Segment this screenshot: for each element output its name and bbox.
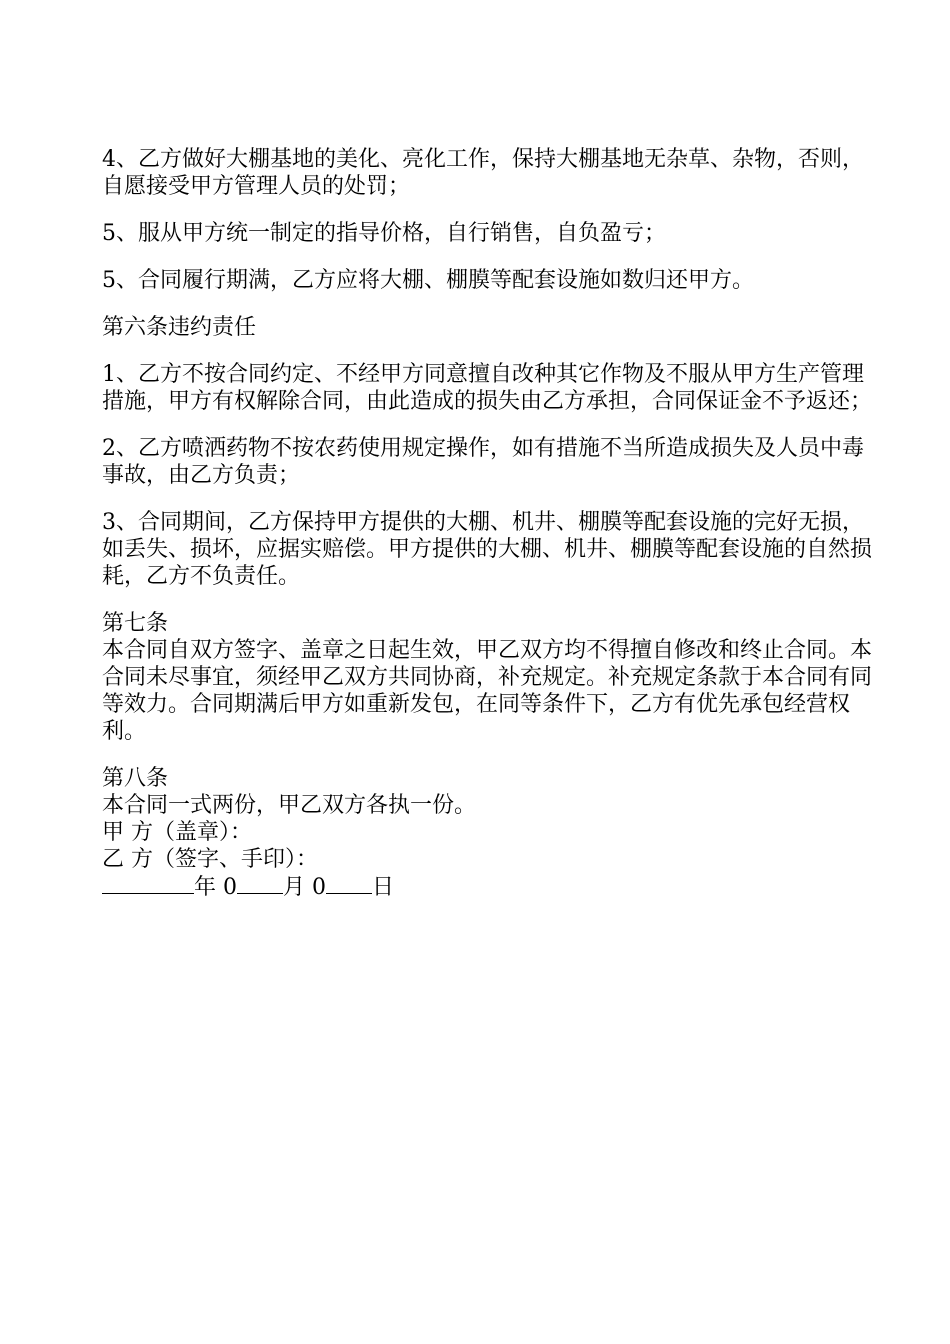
article-6-item-2: 2、乙方喷洒药物不按农药使用规定操作，如有措施不当所造成损失及人员中毒事故，由乙方负责； bbox=[102, 436, 864, 488]
article-7-heading: 第七条 bbox=[102, 611, 169, 636]
month-blank bbox=[237, 873, 283, 894]
contract-page bbox=[102, 146, 872, 901]
day-prefix: 0 bbox=[312, 875, 327, 900]
day-label: 日 bbox=[372, 875, 395, 900]
year-blank bbox=[102, 873, 194, 894]
article-6-item-3: 3、合同期间，乙方保持甲方提供的大棚、机井、棚膜等配套设施的完好无损，如丢失、损坏，应据实赔偿。甲方提供的大棚、机井、棚膜等配套设施的自然损耗，乙方不负责任。 bbox=[102, 510, 873, 589]
clause-5-pricing: 5、服从甲方统一制定的指导价格，自行销售，自负盈亏； bbox=[102, 221, 666, 246]
day-blank bbox=[326, 873, 372, 894]
month-label: 月 bbox=[283, 875, 306, 900]
article-6-heading: 第六条违约责任 bbox=[102, 315, 257, 340]
clause-5-return: 5、合同履行期满，乙方应将大棚、棚膜等配套设施如数归还甲方。 bbox=[102, 268, 754, 293]
article-8-heading: 第八条 bbox=[102, 766, 169, 791]
article-6-item-1: 1、乙方不按合同约定、不经甲方同意擅自改种其它作物及不服从甲方生产管理措施，甲方有权解除合同，由此造成的损失由乙方承担，合同保证金不予返还； bbox=[102, 362, 873, 414]
article-7-body: 本合同自双方签字、盖章之日起生效，甲乙双方均不得擅自修改和终止合同。本合同未尽事宜，须经甲乙双方共同协商，补充规定。补充规定条款于本合同有同等效力。合同期满后甲方如重新发包，在同等条件下，乙方有优先承包经营权利。 bbox=[102, 638, 873, 744]
month-prefix: 0 bbox=[223, 875, 238, 900]
article-8-body: 本合同一式两份，甲乙双方各执一份。 bbox=[102, 793, 477, 818]
clause-4: 4、乙方做好大棚基地的美化、亮化工作，保持大棚基地无杂草、杂物，否则，自愿接受甲方管理人员的处罚； bbox=[102, 147, 864, 199]
year-label: 年 bbox=[194, 875, 217, 900]
signing-date-line bbox=[102, 873, 872, 901]
party-b-signature-line: 乙 方（签字、手印）： bbox=[102, 847, 318, 872]
party-a-signature-line: 甲 方（盖章）： bbox=[102, 820, 252, 845]
